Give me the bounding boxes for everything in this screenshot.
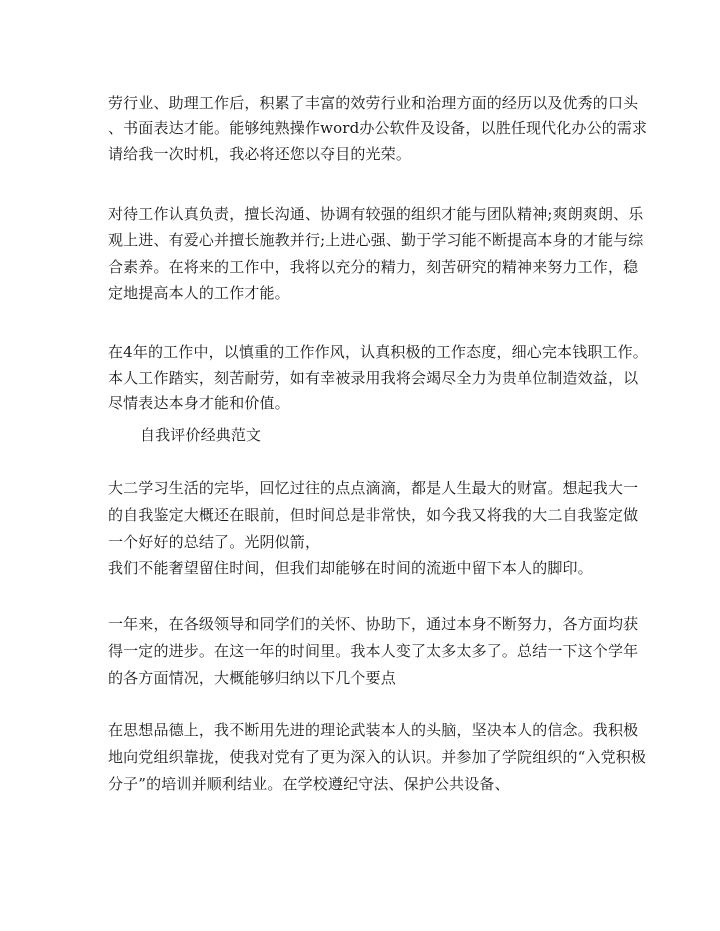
- paragraph-6-line-3: 分子”的培训并顺利结业。在学校遵纪守法、保护公共设备、: [108, 775, 510, 793]
- paragraph-3-line-1: 在4年的工作中，以慎重的工作作风，认真积极的工作态度，细心完本钱职工作。: [108, 343, 648, 361]
- paragraph-2-line-3: 合素养。在将来的工作中，我将以充分的精力，刻苦研究的精神来努力工作，稳: [108, 258, 639, 276]
- paragraph-4-line-1: 大二学习生活的完毕，回忆过往的点点滴滴，都是人生最大的财富。想起我大一: [108, 479, 639, 497]
- paragraph-2-line-1: 对待工作认真负责，擅长沟通、协调有较强的组织才能与团队精神;爽朗爽朗、乐: [108, 205, 644, 223]
- paragraph-5-line-2: 得一定的进步。在这一年的时间里。我本人变了太多太多了。总结一下这个学年: [108, 642, 639, 660]
- paragraph-5-line-3: 的各方面情况，大概能够归纳以下几个要点: [108, 669, 396, 687]
- paragraph-3-line-2: 本人工作踏实，刻苦耐劳，如有幸被录用我将会竭尽全力为贵单位制造效益，以: [108, 369, 639, 387]
- paragraph-1-line-1: 劳行业、助理工作后，积累了丰富的效劳行业和治理方面的经历以及优秀的口头: [108, 94, 639, 112]
- paragraph-1-line-3: 请给我一次时机，我必将还您以夺目的光荣。: [108, 145, 412, 163]
- paragraph-5-line-1: 一年来，在各级领导和同学们的关怀、协助下，通过本身不断努力，各方面均获: [108, 615, 639, 633]
- paragraph-3-line-3: 尽情表达本身才能和价值。: [108, 394, 290, 412]
- paragraph-6-line-1: 在思想品德上，我不断用先进的理论武装本人的头脑，坚决本人的信念。我积极: [108, 721, 639, 739]
- paragraph-4-line-3: 一个好好的总结了。光阴似箭，: [108, 533, 321, 551]
- paragraph-4-line-2: 的自我鉴定大概还在眼前，但时间总是非常快，如今我又将我的大二自我鉴定做: [108, 506, 639, 524]
- paragraph-2-line-4: 定地提高本人的工作才能。: [108, 284, 290, 302]
- paragraph-1-line-2: 、书面表达才能。能够纯熟操作word办公软件及设备，以胜任现代化办公的需求: [108, 119, 648, 137]
- paragraph-2-line-2: 观上进、有爱心并擅长施教并行;上进心强、勤于学习能不断提高本身的才能与综: [108, 231, 644, 249]
- paragraph-6-line-2: 地向党组织靠拢，使我对党有了更为深入的认识。并参加了学院组织的“入党积极: [108, 748, 647, 766]
- section-heading: 自我评价经典范文: [140, 426, 262, 444]
- paragraph-4-line-4: 我们不能奢望留住时间，但我们却能够在时间的流逝中留下本人的脚印。: [108, 559, 593, 577]
